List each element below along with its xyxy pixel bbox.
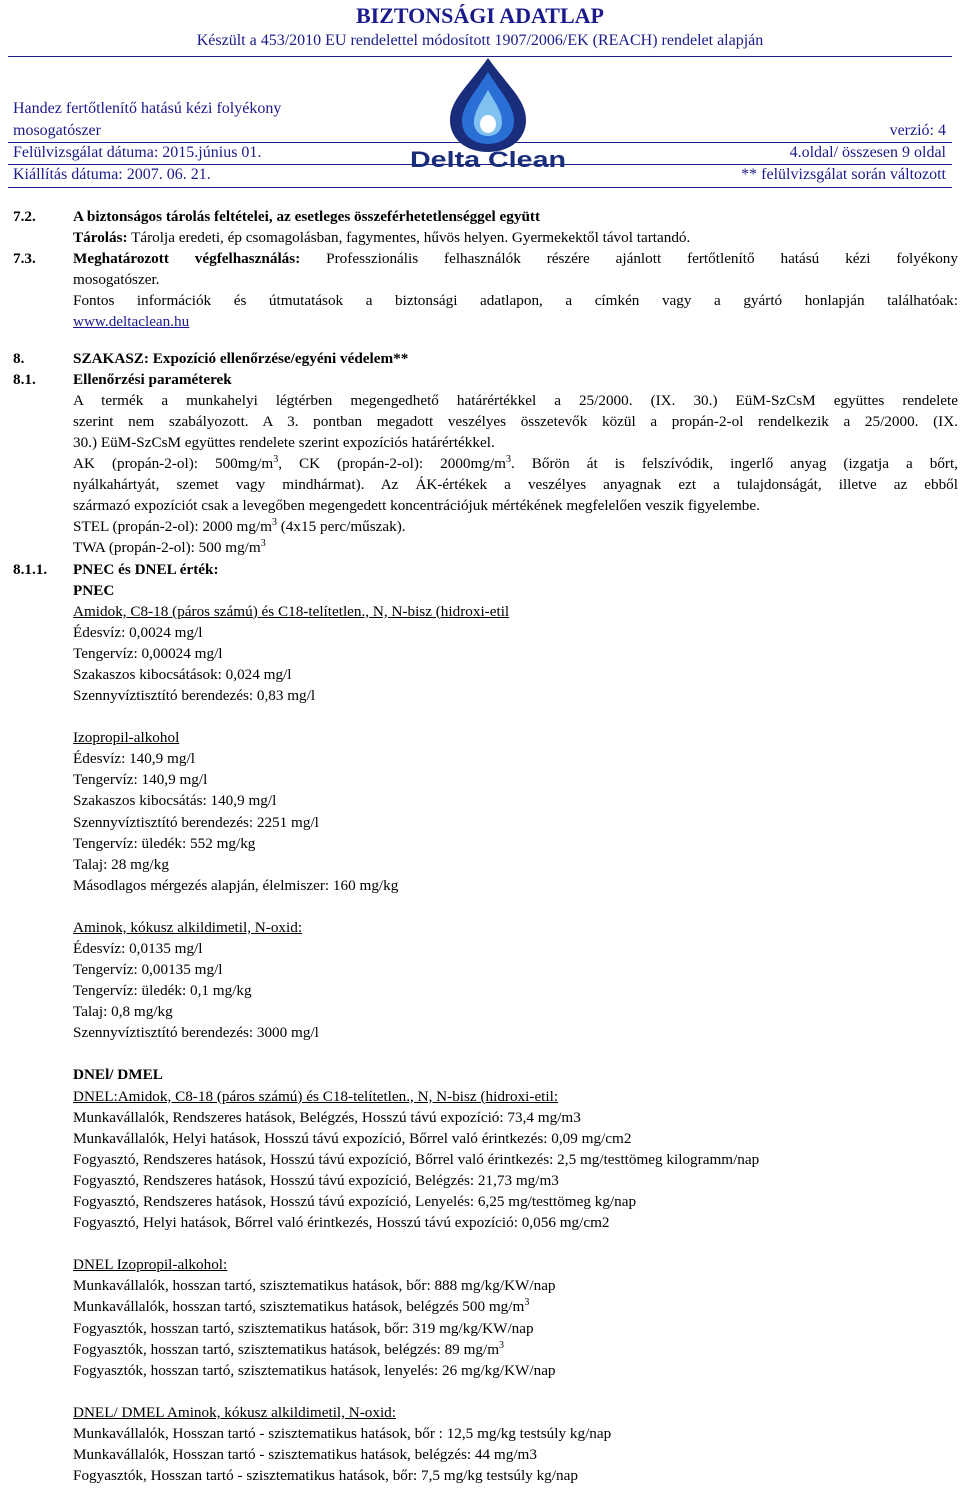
dnel-line bbox=[13, 1339, 958, 1360]
section-title: PNEC és DNEL érték: bbox=[73, 560, 219, 578]
superscript: 3 bbox=[524, 1297, 530, 1309]
dnel-heading: DNEl/ DMEL bbox=[73, 1066, 163, 1084]
dnel-line: Fogyasztók, Hosszan tartó - szisztematikus hatások, bőr: 7,5 mg/kg testsúly kg/nap bbox=[73, 1467, 578, 1485]
pnec-line: Szennyvíztisztító berendezés: 2251 mg/l bbox=[73, 813, 319, 831]
section-number: 8.1.1. bbox=[13, 560, 48, 578]
dnel-amidok-title: DNEL:Amidok, C8-18 (páros számú) és C18-telítetlen., N, N-bisz (hidroxi-etil: bbox=[73, 1087, 559, 1105]
section-number: 7.2. bbox=[13, 208, 36, 225]
use-text: Professzionális felhasználók részére ajánlott fertőtlenítő hatású kézi folyékony bbox=[300, 250, 958, 268]
dnel-aminok-title: DNEL/ DMEL Aminok, kókusz alkildimetil, N-oxid: bbox=[73, 1403, 396, 1421]
para-line-ak bbox=[13, 453, 958, 474]
ck-value: , CK (propán-2-ol): 2000mg/m bbox=[278, 455, 506, 473]
superscript: 3 bbox=[273, 454, 279, 466]
logo-drop-icon bbox=[450, 58, 526, 152]
pnec-amidok-title: Amidok, C8-18 (páros számú) és C18-telítetlen., N, N-bisz (hidroxi-etil bbox=[73, 602, 510, 620]
change-note: ** felülvizsgálat során változott bbox=[741, 166, 946, 183]
para-line: származó expozíciót csak a levegőben megengedett koncentrációjuk mértékének megfelelően veszik figyelembe. bbox=[73, 497, 760, 515]
superscript: 3 bbox=[499, 1339, 505, 1351]
dnel-line: Munkavállalók, Hosszan tartó - szisztematikus hatások, bőr : 12,5 mg/kg testsúly kg/nap bbox=[73, 1424, 612, 1442]
logo-wordmark: Delta Clean bbox=[410, 147, 566, 172]
dnel-line: Fogyasztók, hosszan tartó, szisztematikus hatások, bőr: 319 mg/kg/KW/nap bbox=[73, 1319, 534, 1337]
stel-value: STEL (propán-2-ol): 2000 mg/m bbox=[73, 518, 272, 536]
section-number: 7.3. bbox=[13, 250, 36, 268]
dnel-line: Fogyasztók, hosszan tartó, szisztematikus hatások, lenyelés: 26 mg/kg/KW/nap bbox=[73, 1361, 556, 1379]
section-7-2 bbox=[13, 206, 958, 227]
dnel-line: Munkavállalók, Helyi hatások, Hosszú távú expozíció, Bőrrel való érintkezés: 0,09 mg/cm2 bbox=[73, 1129, 632, 1147]
dnel-line: Munkavállalók, Hosszan tartó - szisztematikus hatások, belégzés: 44 mg/m3 bbox=[73, 1445, 537, 1463]
pnec-line: Édesvíz: 0,0135 mg/l bbox=[73, 940, 203, 957]
pnec-line: Édesvíz: 140,9 mg/l bbox=[73, 750, 195, 768]
storage-line bbox=[13, 227, 958, 248]
pnec-aminok-title: Aminok, kókusz alkildimetil, N-oxid: bbox=[73, 918, 303, 936]
issue-date: Kiállítás dátuma: 2007. 06. 21. bbox=[13, 166, 211, 183]
pnec-line: Tengervíz: üledék: 552 mg/kg bbox=[73, 834, 256, 852]
pnec-line: Tengervíz: 0,00024 mg/l bbox=[73, 644, 223, 662]
para-line: szerint nem szabályozott. A 3. pontban megadott veszélyes összetevők közül a propán-2-ol rendelkezik a 25/2000. (IX. bbox=[73, 412, 958, 430]
storage-text: Tárolja eredeti, ép csomagolásban, fagymentes, hűvös helyen. Gyermekektől távol tartandó. bbox=[127, 229, 691, 247]
stel-line bbox=[13, 516, 958, 537]
pnec-line: Szennyvíztisztító berendezés: 0,83 mg/l bbox=[73, 687, 316, 705]
section-number: 8. bbox=[13, 349, 25, 367]
dnel-line: Munkavállalók, hosszan tartó, szisztematikus hatások, bőr: 888 mg/kg/KW/nap bbox=[73, 1277, 556, 1295]
twa-line bbox=[13, 537, 958, 558]
section-number: 8.1. bbox=[13, 370, 36, 388]
website-link[interactable]: www.deltaclean.hu bbox=[73, 313, 190, 331]
pnec-heading: PNEC bbox=[73, 581, 115, 599]
pnec-line: Tengervíz: üledék: 0,1 mg/kg bbox=[73, 982, 252, 1000]
pnec-line: Tengervíz: 140,9 mg/l bbox=[73, 771, 208, 789]
version-label: verzió: 4 bbox=[889, 122, 946, 139]
header-rule-bottom bbox=[8, 187, 952, 188]
dnel-line: Fogyasztó, Helyi hatások, Bőrrel való érintkezés, Hosszú távú expozíció: 0,056 mg/cm2 bbox=[73, 1214, 610, 1232]
pnec-line: Szakaszos kibocsátás: 140,9 mg/l bbox=[73, 792, 277, 810]
pnec-line: Másodlagos mérgezés alapján, élelmiszer: 160 mg/kg bbox=[73, 876, 399, 894]
ak-text: . Bőrön át is felszívódik, ingerlő anyag (izgatja a bőrt, bbox=[510, 455, 958, 473]
stel-text: (4x15 perc/műszak). bbox=[276, 518, 406, 536]
para-line: nyálkahártyát, szemet vagy mindhármat). Az ÁK-értékek a veszélyes anyagnak ezt a tulajdonságát, illetve az ebből bbox=[73, 476, 958, 494]
review-date: Felülvizsgálat dátuma: 2015.június 01. bbox=[13, 144, 262, 161]
section-title: Ellenőrzési paraméterek bbox=[73, 370, 232, 388]
dnel-izopropil-title: DNEL Izopropil-alkohol: bbox=[73, 1256, 228, 1274]
section-title: SZAKASZ: Expozíció ellenőrzése/egyéni védelem** bbox=[73, 349, 409, 367]
dnel-line: Fogyasztó, Rendszeres hatások, Hosszú távú expozíció, Belégzés: 21,73 mg/m3 bbox=[73, 1171, 559, 1189]
section-title: A biztonságos tárolás feltételei, az esetleges összeférhetetlenséggel együtt bbox=[73, 208, 541, 225]
pnec-line: Talaj: 0,8 mg/kg bbox=[73, 1003, 173, 1021]
storage-label: Tárolás: bbox=[73, 229, 128, 247]
dnel-text: Munkavállalók, hosszan tartó, szisztematikus hatások, belégzés 500 mg/m bbox=[73, 1298, 525, 1316]
para-line: A termék a munkahelyi légtérben megengedhető határértékkel a 25/2000. (IX. 30.) EüM-SzCsM együttes rendelete bbox=[73, 391, 958, 409]
superscript: 3 bbox=[505, 454, 511, 466]
twa-value: TWA (propán-2-ol): 500 mg/m bbox=[73, 539, 261, 557]
dnel-line bbox=[13, 1296, 958, 1317]
pnec-izopropil-title: Izopropil-alkohol bbox=[73, 729, 180, 747]
dnel-text: Fogyasztók, hosszan tartó, szisztematikus hatások, belégzés: 89 mg/m bbox=[73, 1340, 500, 1358]
pnec-line: Tengervíz: 0,00135 mg/l bbox=[73, 961, 223, 979]
pnec-line: Talaj: 28 mg/kg bbox=[73, 855, 169, 873]
ak-value: AK (propán-2-ol): 500mg/m bbox=[73, 455, 274, 473]
document-subtitle: Készült a 453/2010 EU rendelettel módosított 1907/2006/EK (REACH) rendelet alapján bbox=[196, 32, 764, 49]
dnel-line: Fogyasztó, Rendszeres hatások, Hosszú távú expozíció, Bőrrel való érintkezés: 2,5 mg/testtömeg kilogramm/nap bbox=[73, 1150, 760, 1168]
document-title: BIZTONSÁGI ADATLAP bbox=[356, 3, 604, 28]
use-label: Meghatározott végfelhasználás: bbox=[73, 250, 301, 268]
section-7-3 bbox=[13, 248, 958, 269]
page-number: 4.oldal/ összesen 9 oldal bbox=[789, 144, 946, 161]
para-line: 30.) EüM-SzCsM együttes rendelete szerint expozíciós határértékkel. bbox=[73, 433, 495, 451]
dnel-line: Fogyasztó, Rendszeres hatások, Hosszú távú expozíció, Lenyelés: 6,25 mg/testtömeg kg/nap bbox=[73, 1193, 637, 1211]
product-name-line1: Handez fertőtlenítő hatású kézi folyékony bbox=[13, 100, 282, 117]
delta-clean-logo bbox=[398, 52, 578, 172]
section-8 bbox=[13, 348, 958, 369]
pnec-line: Szennyvíztisztító berendezés: 3000 mg/l bbox=[73, 1024, 319, 1042]
pnec-line: Édesvíz: 0,0024 mg/l bbox=[73, 623, 203, 641]
product-name-line2: mosogatószer bbox=[13, 122, 101, 139]
superscript: 3 bbox=[271, 517, 277, 529]
superscript: 3 bbox=[260, 538, 266, 550]
pnec-line: Szakaszos kibocsátások: 0,024 mg/l bbox=[73, 665, 292, 683]
dnel-line: Munkavállalók, Rendszeres hatások, Belégzés, Hosszú távú expozíció: 73,4 mg/m3 bbox=[73, 1108, 581, 1126]
section-8-1-1 bbox=[13, 559, 958, 580]
document-body bbox=[13, 206, 958, 1486]
section-8-1 bbox=[13, 369, 958, 390]
info-text: Fontos információk és útmutatások a biztonsági adatlapon, a címkén vagy a gyártó honlapján találhatóak: bbox=[73, 292, 958, 310]
use-text-cont: mosogatószer. bbox=[73, 271, 160, 289]
